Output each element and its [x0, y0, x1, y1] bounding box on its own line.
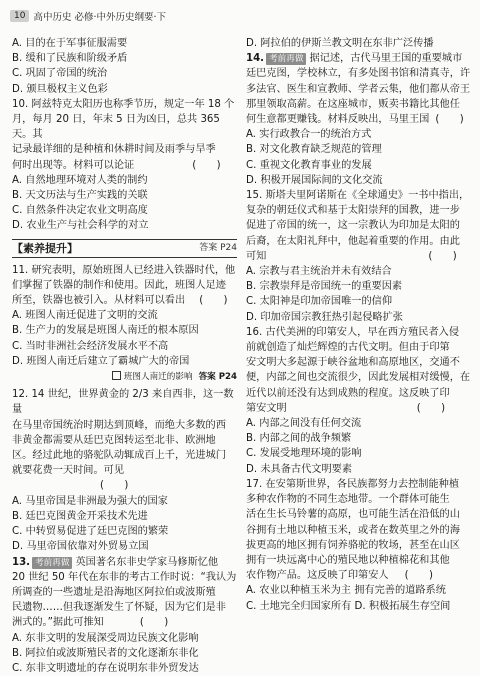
q14-option-d: D. 积极开展国际间的文化交流: [246, 173, 472, 188]
answer-bracket: ( ): [428, 251, 456, 262]
right-column: [246, 36, 472, 614]
question-12: [12, 387, 237, 554]
header-title: 高中历史 必修·中外历史纲要·下: [33, 9, 166, 23]
q13-line: 13. 考前再做 英国著名东非史学家马修斯忆他: [12, 555, 237, 570]
review-tag: 考前再做: [266, 53, 306, 65]
section-answer-ref: 答案 P24: [199, 241, 237, 256]
answer-bracket: ( ): [192, 160, 220, 171]
answer-bracket: ( ): [199, 295, 227, 306]
q14-option-c: C. 重视文化教育事业的发展: [246, 158, 472, 173]
q15-option-d: D. 印加帝国宗教狂热引起侵略扩张: [246, 310, 472, 325]
q13-line: 20 世纪 50 年代在东非的考古工作时说：“我认为: [12, 570, 237, 585]
question-13: [12, 555, 237, 676]
q16-line: 16. 古代美洲的印第安人，早在西方殖民者入侵: [246, 325, 472, 340]
q14-stem-start: 据记述，古代马里王国的重要城市: [309, 53, 462, 64]
q16-line: 近代以前还没有达到成熟的程度。这反映了印: [246, 386, 472, 401]
q16-option-b: B. 内部之间的战争频繁: [246, 431, 472, 446]
q14-line: 那里领取高薪。在这座城市，贩卖书籍比其他任: [246, 97, 472, 112]
question-10: [12, 97, 237, 234]
review-tag: 考前再做: [32, 557, 72, 569]
q12-line: 区。经过此地的骆驼队动辄成百上千，光进城门: [12, 448, 237, 463]
q15-option-b: B. 宗教崇拜是帝国统一的重要因素: [246, 279, 472, 294]
q15-line: 后裔，在太阳礼拜中，他起着重要的作用。由此: [246, 234, 472, 249]
q13-option-c: C. 东非文明遗址的存在说明东非外贸发达: [12, 661, 237, 676]
q13-line: 民遗物……但我逐渐发生了怀疑，因为它们是非: [12, 600, 237, 615]
q14-option-a: A. 实行政教合一的统治方式: [246, 127, 472, 142]
section-heading: [12, 239, 237, 258]
q17-option-cd: C. 土地完全归国家所有 D. 积极拓展生存空间: [246, 599, 472, 614]
q13-option-b: B. 阿拉伯或波斯殖民者的文化逐渐东非化: [12, 646, 237, 661]
q13-option-d: D. 阿拉伯的伊斯兰教文明在东非广泛传播: [246, 36, 472, 51]
q10-option-d: D. 农业生产与社会科学的对立: [12, 218, 237, 233]
q11-option-c: C. 当时非洲社会经济发展水平不高: [12, 339, 237, 354]
q12-option-b: B. 廷巴克图黄金开采技术先进: [12, 509, 237, 524]
q17-line: 拥有一块远离中心的殖民地以种植棉花和其他: [246, 553, 472, 568]
q9-option-d: D. 颁旦极权主义色彩: [12, 82, 237, 97]
q15-stem-end: 可知: [246, 251, 266, 262]
q12-stem-end: 就要花费一天时间。可见: [12, 465, 124, 476]
q16-stem-end: 第安文明: [246, 403, 287, 414]
q17-line: 谷拥有土地以种植玉米，或者在数英里之外的海: [246, 523, 472, 538]
question-15: [246, 188, 472, 325]
q10-option-a: A. 自然地理环境对人类的制约: [12, 173, 237, 188]
q12-line: [12, 463, 237, 493]
subnote-text: 班图人南迁的影响: [124, 372, 193, 382]
q16-line: 安文明大多起源于峡谷盆地和高原地区，交通不: [246, 355, 472, 370]
q10-stem-end: 何时出现等。材料可以论证: [12, 160, 134, 171]
checkbox-icon: [112, 371, 121, 380]
q15-option-a: A. 宗教与君主统治并未有效结合: [246, 264, 472, 279]
q11-option-a: A. 班图人南迁促进了文明的交流: [12, 308, 237, 323]
answer-bracket: ( ): [417, 403, 445, 414]
q16-option-a: A. 内部之间没有任何交流: [246, 416, 472, 431]
page-number: 10: [10, 10, 29, 22]
q13-option-a: A. 东非文明的发展深受周边民族文化影响: [12, 631, 237, 646]
q9-options: [12, 36, 237, 97]
question-11: [12, 263, 237, 386]
q15-line: 15. 斯塔夫里阿诺斯在《全球通史》一书中指出，: [246, 188, 472, 203]
section-title: 【素养提升】: [12, 241, 78, 256]
q15-line: [246, 249, 472, 264]
q14-line: 多法官、医生和宣教师、学者云集，他们都从帝王: [246, 82, 472, 97]
q16-line: 前就创造了灿烂辉煌的古代文明。但由于印第: [246, 340, 472, 355]
q11-option-d: D. 班图人南迁后建立了霸城广大的帝国: [12, 354, 237, 369]
answer-bracket: ( ): [100, 480, 128, 491]
q12-line: 在马里帝国统治时期达到顶峰，而绝大多数的西: [12, 418, 237, 433]
q17-line: 拔更高的地区拥有饲养骆驼的牧场，甚至在山区: [246, 538, 472, 553]
q12-option-a: A. 马里帝国是非洲最为强大的国家: [12, 494, 237, 509]
q17-line: 17. 在安第斯世界，各民族都努力去控制能种植: [246, 477, 472, 492]
q10-line: 月，每月 20 日，年末 5 日为凶日，总共 365 天。其: [12, 112, 237, 142]
left-column: [12, 36, 237, 676]
answer-bracket: ( ): [140, 617, 168, 628]
q11-line: 们掌握了铁器的制作和使用。因此，班图人足迹: [12, 278, 237, 293]
q11-line: [12, 293, 237, 308]
q12-line: 非黄金都需要从廷巴克图转运至北非、欧洲地: [12, 433, 237, 448]
q10-option-b: B. 天文历法与生产实践的关联: [12, 188, 237, 203]
answer-bracket: ( ): [405, 570, 433, 581]
q10-line: [12, 158, 237, 173]
q9-option-a: A. 目的在于军事征服需要: [12, 36, 237, 51]
q14-option-b: B. 对文化教育缺乏规范的管理: [246, 142, 472, 157]
q14-line: 廷巴克图，学校林立，有多处图书馆和清真寺，许: [246, 66, 472, 81]
question-16: [246, 325, 472, 477]
page-header: [10, 8, 166, 24]
subnote-answer-ref: 答案 P24: [199, 372, 237, 382]
q10-line: 10. 阿兹特克太阳历也称季节历，规定一年 18 个: [12, 97, 237, 112]
q17-stem-end: 农作物产品。这反映了印第安人: [246, 570, 389, 581]
q17-line: 多种农作物的不同生态地带。一个群体可能生: [246, 492, 472, 507]
q16-option-c: C. 发展受地理环境的影响: [246, 446, 472, 461]
q13-line: [12, 615, 237, 630]
q14-line: 14. 考前再做 据记述，古代马里王国的重要城市: [246, 51, 472, 66]
q10-line: 记录最详细的是种植和休耕时间及雨季与旱季: [12, 142, 237, 157]
q16-option-d: D. 未具备古代文明要素: [246, 462, 472, 477]
q13-line: 所调查的一些遗址是沿海地区阿拉伯或波斯殖: [12, 585, 237, 600]
q9-option-b: B. 缓和了民族和阶级矛盾: [12, 51, 237, 66]
q14-stem-end: 何生意都更赚钱。材料反映出，马里王国: [246, 114, 429, 125]
q10-option-c: C. 自然条件决定农业文明高度: [12, 203, 237, 218]
q9-option-c: C. 巩固了帝国的统治: [12, 66, 237, 81]
question-17: [246, 477, 472, 614]
q13-stem-end: 洲式的。”据此可推知: [12, 617, 104, 628]
q14-line: [246, 112, 472, 127]
q12-line: 12. 14 世纪，世界黄金的 2/3 来自西非，这一数量: [12, 387, 237, 417]
question-14: [246, 51, 472, 188]
q11-subnote: [12, 370, 237, 385]
q13-stem-start: 英国著名东非史学家马修斯忆他: [75, 557, 218, 568]
q17-option-ab: A. 农业以种植玉米为主 拥有完善的道路系统: [246, 583, 472, 598]
q16-line: [246, 401, 472, 416]
answer-bracket: ( ): [435, 114, 463, 125]
q12-option-d: D. 马里帝国依靠对外贸易立国: [12, 539, 237, 554]
q15-line: 促进了帝国的统一，这一宗教认为印加是太阳的: [246, 218, 472, 233]
q16-line: 便，内部之间也交流很少，因此发展相对缓慢，在: [246, 370, 472, 385]
q17-line: 活在生长马铃薯的高原，也可能生活在沿低的山: [246, 507, 472, 522]
q11-stem-end: 所至，铁器也被引入。从材料可以看出: [12, 295, 185, 306]
q17-line: [246, 568, 472, 583]
q11-option-b: B. 生产力的发展是班图人南迁的根本原因: [12, 323, 237, 338]
q12-option-c: C. 中转贸易促进了廷巴克图的繁荣: [12, 524, 237, 539]
q15-option-c: C. 太阳神是印加帝国唯一的信仰: [246, 294, 472, 309]
q11-line: 11. 研究表明，原始班图人已经进入铁器时代，他: [12, 263, 237, 278]
q15-line: 复杂的朝廷仪式和基于太阳崇拜的国教，进一步: [246, 203, 472, 218]
